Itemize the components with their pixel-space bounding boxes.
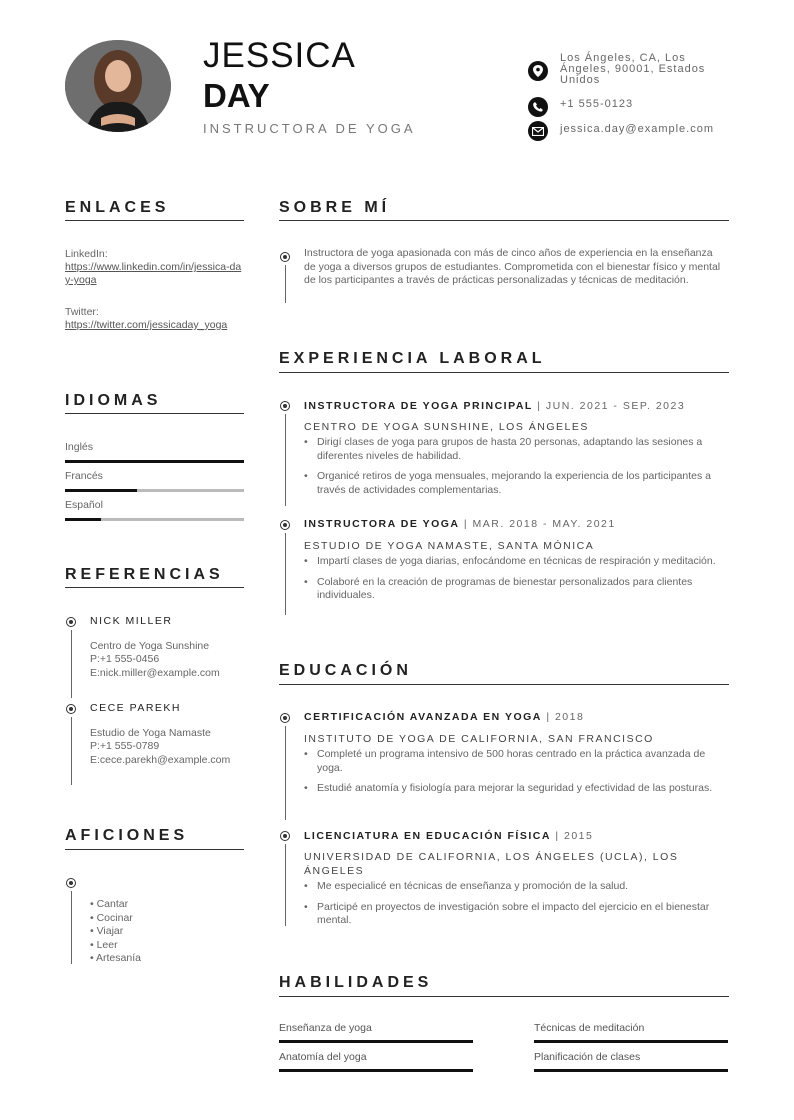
skill-bar [534, 1040, 728, 1043]
reference-email: E:nick.miller@example.com [90, 667, 220, 679]
reference-company: Centro de Yoga Sunshine [90, 640, 210, 652]
section-divider [279, 996, 729, 997]
language-level-bar [65, 460, 244, 463]
address: Los Ángeles, CA, Los Ángeles, 90001, Estados Unidos [560, 52, 706, 86]
reference-company: Estudio de Yoga Namaste [90, 727, 211, 739]
experience-heading: INSTRUCTORA DE YOGA PRINCIPAL | JUN. 2021 - SEP. 2023 [304, 400, 686, 412]
list-item: • Cantar [90, 898, 129, 910]
year: 2018 [554, 711, 585, 723]
list-item: • Cocinar [90, 911, 133, 924]
list-item: • Me especialicé en técnicas de enseñanza y promoción de la salud. [304, 880, 724, 894]
section-divider [279, 684, 729, 685]
list-item: • Leer [90, 938, 118, 951]
timeline-line [71, 630, 72, 698]
job-title: INSTRUCTORA DE YOGA [203, 121, 416, 136]
timeline-dot [280, 401, 290, 411]
list-item: • Participé en proyectos de investigación sobre el impacto del ejercicio en el bienestar mental. [304, 901, 724, 928]
section-divider [65, 220, 244, 221]
bullet-list [304, 436, 724, 497]
list-item: • Viajar [90, 925, 124, 937]
twitter-link[interactable]: https://twitter.com/jessicaday_yoga [65, 319, 228, 331]
education-heading: LICENCIATURA EN EDUCACIÓN FÍSICA | 2015 [304, 830, 594, 842]
timeline-dot [66, 617, 76, 627]
skill-item [534, 1051, 728, 1072]
skills-title: HABILIDADES [279, 974, 433, 991]
skill-name: Anatomía del yoga [279, 1051, 367, 1063]
language-level-fill [65, 518, 101, 521]
language-name: Francés [65, 470, 103, 482]
phone: +1 555-0123 [560, 98, 634, 110]
timeline-line [285, 533, 286, 615]
skill-item [279, 1051, 473, 1072]
timeline-line [285, 726, 286, 820]
timeline-dot [280, 713, 290, 723]
section-divider [65, 587, 244, 588]
timeline-dot [280, 252, 290, 262]
skill-bar [279, 1069, 473, 1072]
timeline-dot [280, 831, 290, 841]
timeline-dot [280, 520, 290, 530]
hobbies-list [90, 898, 141, 966]
list-item: • Colaboré en la creación de programas de bienestar personalizados para clientes individuales. [304, 576, 724, 603]
employer: ESTUDIO DE YOGA NAMASTE, SANTA MÓNICA [304, 540, 595, 552]
linkedin-link[interactable]: https://www.linkedin.com/in/jessica-day-yoga [65, 261, 242, 286]
timeline-line [71, 717, 72, 785]
list-item: • Organicé retiros de yoga mensuales, mejorando la experiencia de los participantes a través de actividades complementarias. [304, 470, 724, 497]
linkedin-label: LinkedIn: [65, 248, 108, 260]
education-title: EDUCACIÓN [279, 662, 412, 679]
location-icon [528, 61, 548, 81]
section-divider [65, 849, 244, 850]
reference-phone: P:+1 555-0456 [90, 653, 160, 665]
bullet-list [304, 748, 724, 796]
language-level-fill [65, 460, 244, 463]
list-item: • Completé un programa intensivo de 500 horas centrado en la práctica avanzada de yoga. [304, 748, 724, 775]
reference-name: CECE PAREKH [90, 702, 181, 714]
timeline-dot [66, 704, 76, 714]
language-level-fill [65, 489, 137, 492]
language-item [65, 499, 244, 521]
institution: INSTITUTO DE YOGA DE CALIFORNIA, SAN FRANCISCO [304, 733, 654, 745]
phone-icon [528, 97, 548, 117]
institution: UNIVERSIDAD DE CALIFORNIA, LOS ÁNGELES (UCLA), LOS ÁNGELES [304, 851, 679, 877]
dates: JUN. 2021 - SEP. 2023 [545, 400, 686, 412]
degree: CERTIFICACIÓN AVANZADA EN YOGA [304, 711, 542, 723]
timeline-dot [66, 878, 76, 888]
experience-title: EXPERIENCIA LABORAL [279, 350, 546, 367]
last-name: DAY [203, 77, 270, 114]
reference-email: E:cece.parekh@example.com [90, 754, 231, 766]
profile-photo [65, 40, 171, 132]
dates: MAR. 2018 - MAY. 2021 [472, 518, 616, 530]
languages-title: IDIOMAS [65, 392, 162, 409]
about-text: Instructora de yoga apasionada con más de cinco años de experiencia en la enseñanza de yoga a diversos grupos de estudiantes. Comprometida con el bienestar físico y mental de los participantes a través de prácticas personalizadas y técnicas de meditación. [304, 247, 721, 286]
language-item [65, 441, 244, 463]
reference-name: NICK MILLER [90, 615, 173, 627]
degree: LICENCIATURA EN EDUCACIÓN FÍSICA [304, 830, 551, 842]
list-item: • Estudié anatomía y fisiología para mejorar la seguridad y efectividad de las posturas. [304, 782, 724, 796]
email-icon [528, 121, 548, 141]
twitter-label: Twitter: [65, 306, 99, 318]
year: 2015 [563, 830, 594, 842]
skill-item [279, 1022, 473, 1043]
skill-name: Enseñanza de yoga [279, 1022, 372, 1034]
timeline-line [285, 844, 286, 926]
language-level-bar [65, 489, 244, 492]
section-divider [279, 372, 729, 373]
language-name: Español [65, 499, 103, 511]
about-title: SOBRE MÍ [279, 199, 391, 216]
skill-name: Técnicas de meditación [534, 1022, 645, 1034]
employer: CENTRO DE YOGA SUNSHINE, LOS ÁNGELES [304, 421, 589, 433]
language-item [65, 470, 244, 492]
language-level-bar [65, 518, 244, 521]
language-name: Inglés [65, 441, 94, 453]
email[interactable]: jessica.day@example.com [560, 123, 714, 135]
timeline-line [71, 891, 72, 964]
position: INSTRUCTORA DE YOGA PRINCIPAL [304, 400, 533, 412]
skill-bar [279, 1040, 473, 1043]
skill-name: Planificación de clases [534, 1051, 641, 1063]
links-title: ENLACES [65, 199, 170, 216]
reference-phone: P:+1 555-0789 [90, 740, 160, 752]
bullet-list [304, 555, 724, 603]
bullet-list [304, 880, 724, 928]
timeline-line [285, 265, 286, 303]
section-divider [279, 220, 729, 221]
timeline-line [285, 414, 286, 506]
list-item: • Impartí clases de yoga diarias, enfocándome en técnicas de respiración y meditación. [304, 555, 724, 569]
references-title: REFERENCIAS [65, 566, 224, 583]
education-heading: CERTIFICACIÓN AVANZADA EN YOGA | 2018 [304, 711, 585, 723]
hobbies-title: AFICIONES [65, 827, 189, 844]
position: INSTRUCTORA DE YOGA [304, 518, 460, 530]
skill-bar [534, 1069, 728, 1072]
experience-heading: INSTRUCTORA DE YOGA | MAR. 2018 - MAY. 2021 [304, 518, 616, 530]
first-name: JESSICA [203, 36, 356, 75]
list-item: • Artesanía [90, 952, 141, 964]
skill-item [534, 1022, 728, 1043]
list-item: • Dirigí clases de yoga para grupos de hasta 20 personas, adaptando las sesiones a diferentes niveles de habilidad. [304, 436, 724, 463]
section-divider [65, 413, 244, 414]
